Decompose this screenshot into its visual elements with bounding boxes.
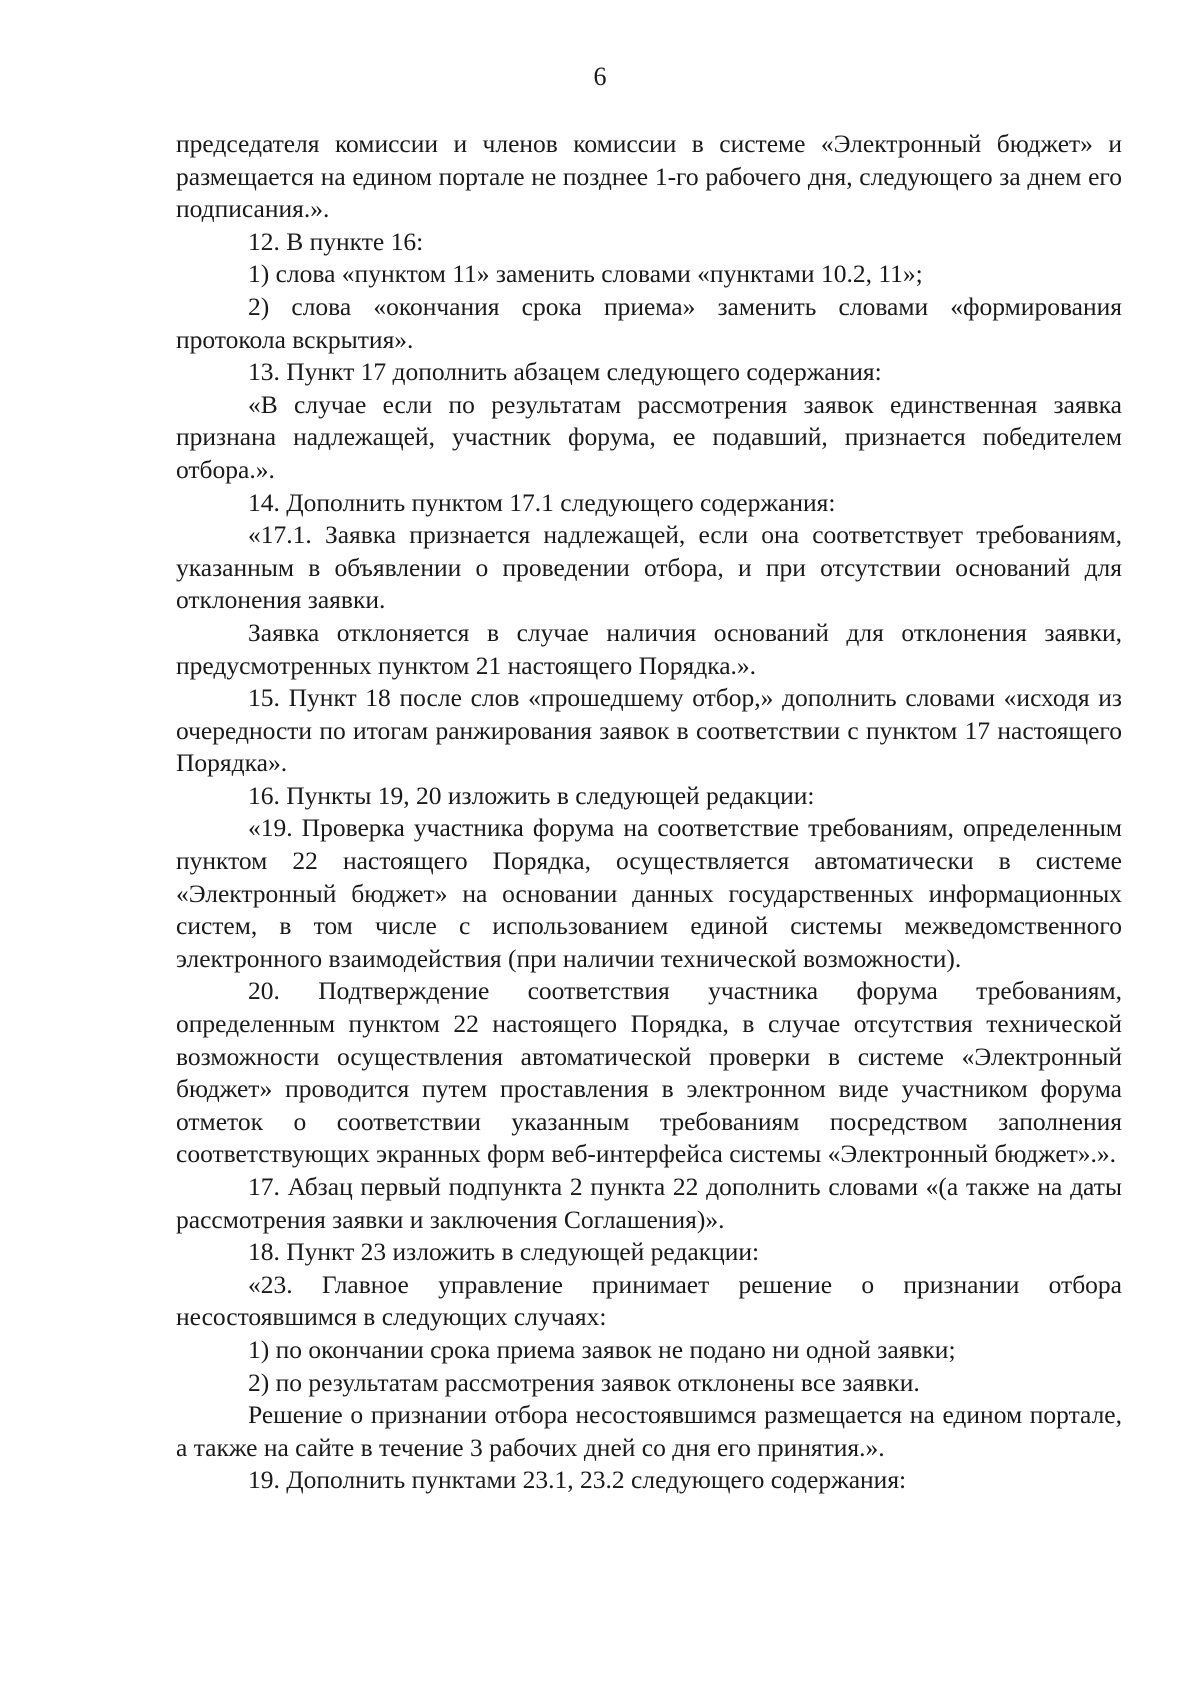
paragraph: 17. Абзац первый подпункта 2 пункта 22 дополнить словами «(а также на даты рассмотрения заявки и заключения Соглашения)». (176, 1172, 1122, 1234)
paragraph: 19. Дополнить пунктами 23.1, 23.2 следующего содержания: (248, 1465, 907, 1495)
paragraph: «19. Проверка участника форума на соответствие требованиям, определенным пунктом 22 настоящего Порядка, осуществляется автоматически в системе «Электронный бюджет» на основании данных государственных информационных систем, в том числе с использованием единой системы межведомственного электронного взаимодействия (при наличии технической возможности). (176, 813, 1122, 973)
paragraph: председателя комиссии и членов комиссии в системе «Электронный бюджет» и размещается на едином портале не позднее 1-го рабочего дня, следующего за днем его подписания.». (176, 129, 1122, 224)
document-body (176, 128, 1122, 1497)
paragraph: 16. Пункты 19, 20 изложить в следующей редакции: (248, 780, 815, 810)
paragraph: 12. В пункте 16: (248, 226, 424, 256)
paragraph: 1) по окончании срока приема заявок не подано ни одной заявки; (248, 1334, 956, 1364)
paragraph: 18. Пункт 23 изложить в следующей редакции: (248, 1237, 760, 1267)
paragraph: 15. Пункт 18 после слов «прошедшему отбор,» дополнить словами «исходя из очередности по итогам ранжирования заявок в соответствии с пунктом 17 настоящего Порядка». (176, 683, 1122, 778)
paragraph: 1) слова «пунктом 11» заменить словами «пунктами 10.2, 11»; (248, 259, 923, 289)
paragraph: 2) слова «окончания срока приема» заменить словами «формирования протокола вскрытия». (176, 291, 1122, 354)
paragraph: 2) по результатам рассмотрения заявок отклонены все заявки. (248, 1367, 920, 1397)
paragraph: «23. Главное управление принимает решение о признании отбора несостоявшимся в следующих случаях: (176, 1269, 1122, 1332)
paragraph: 14. Дополнить пунктом 17.1 следующего содержания: (248, 487, 836, 517)
paragraph: Решение о признании отбора несостоявшимся размещается на едином портале, а также на сайте в течение 3 рабочих дней со дня его принятия.». (176, 1400, 1122, 1462)
paragraph: «В случае если по результатам рассмотрения заявок единственная заявка признана надлежащей, участник форума, ее подавший, признается победителем отбора.». (176, 389, 1122, 484)
paragraph: «17.1. Заявка признается надлежащей, если она соответствует требованиям, указанным в объявлении о проведении отбора, и при отсутствии оснований для отклонения заявки. (176, 520, 1122, 615)
paragraph: 13. Пункт 17 дополнить абзацем следующего содержания: (248, 357, 882, 387)
paragraph: Заявка отклоняется в случае наличия оснований для отклонения заявки, предусмотренных пунктом 21 настоящего Порядка.». (176, 617, 1122, 680)
paragraph: 20. Подтверждение соответствия участника форума требованиям, определенным пунктом 22 настоящего Порядка, в случае отсутствия технической возможности осуществления автоматической проверки в системе «Электронный бюджет» проводится путем проставления в электронном виде участником форума отметок о соответствии указанным требованиям посредством заполнения соответствующих экранных форм веб-интерфейса системы «Электронный бюджет».». (176, 976, 1122, 1169)
page-number: 6 (593, 62, 607, 91)
